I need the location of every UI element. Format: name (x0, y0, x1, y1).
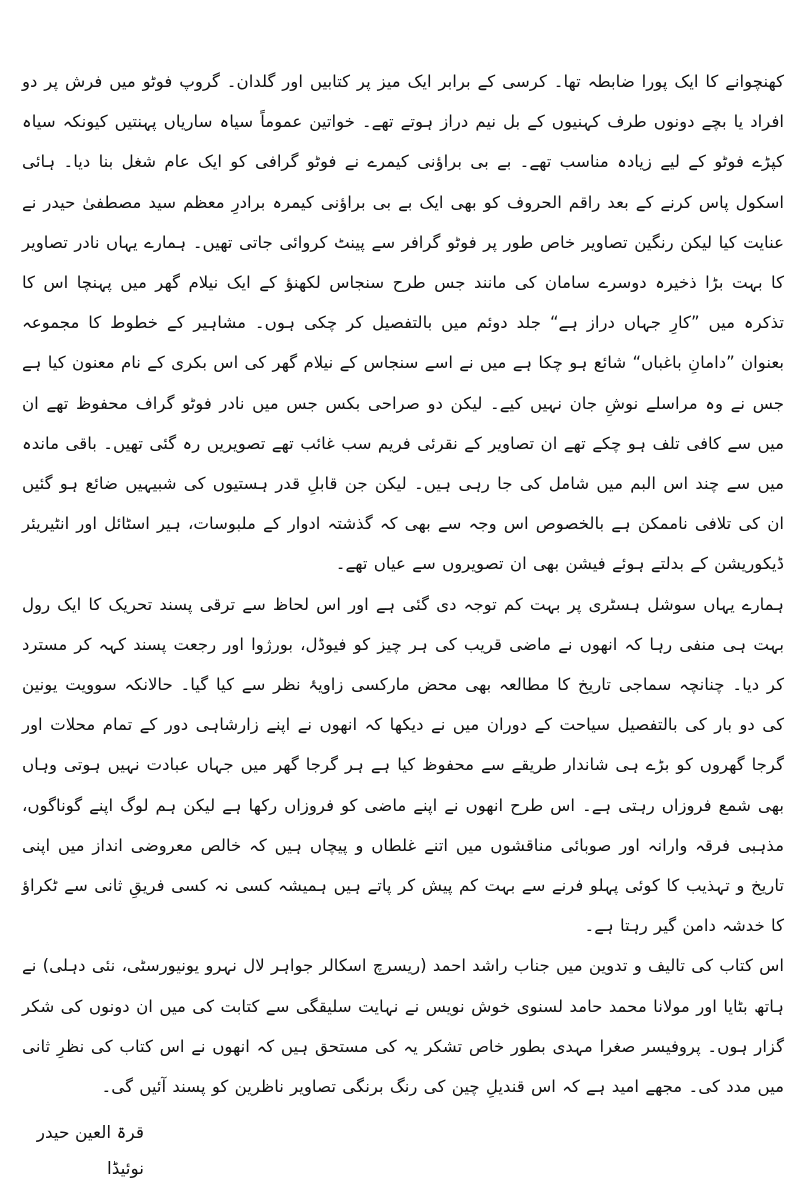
paragraph-photography-history: کھنچوانے کا ایک پورا ضابطہ تھا۔ کرسی کے برابر ایک میز پر کتابیں اور گلدان۔ گروپ فوٹو میں فرش پر دو افراد یا بچے دونوں طرف کہنیوں کے بل نیم دراز ہوتے تھے۔ خواتین عموماً سیاہ ساریاں پہنتیں کیونکہ سیاہ کپڑے فوٹو کے لیے زیادہ مناسب تھے۔ بے بی براؤنی کیمرے نے فوٹو گرافی کو ایک عام شغل بنا دیا۔ ہائی اسکول پاس کرنے کے بعد راقم الحروف کو بھی ایک بے بی براؤنی کیمرہ برادرِ معظم سید مصطفیٰ حیدر نے عنایت کیا لیکن رنگین تصاویر خاص طور پر فوٹو گرافر سے پینٹ کروائی جاتی تھیں۔ ہمارے یہاں نادر تصاویر کا بہت بڑا ذخیرہ دوسرے سامان کی مانند جس طرح سنجاس لکھنؤ کے ایک نیلام گھر میں پہنچا اس کا تذکرہ میں ”کارِ جہاں دراز ہے“ جلد دوئم میں بالتفصیل کر چکی ہوں۔ مشاہیر کے خطوط کا مجموعہ بعنوان ”دامانِ باغباں“ شائع ہو چکا ہے میں نے اسے سنجاس کے نیلام گھر کی اس بکری کے نام معنون کیا ہے جس نے وہ مراسلے نوشِ جان نہیں کیے۔ لیکن دو صراحی بکس جس میں نادر فوٹو گراف محفوظ تھے ان میں سے کافی تلف ہو چکے تھے ان تصاویر کے نقرئی فریم سب غائب تھے تصویریں رہ گئی تھیں۔ باقی ماندہ میں سے چند اس البم میں شامل کی جا رہی ہیں۔ لیکن جن قابلِ قدر ہستیوں کی شبیہیں ضائع ہو گئیں ان کی تلافی ناممکن ہے بالخصوص اس وجہ سے بھی کہ گذشتہ ادوار کے ملبوسات، ہیر اسٹائل اور انٹیریئر ڈیکوریشن کے بدلتے ہوئے فیشن بھی ان تصویروں سے عیاں تھے۔ (22, 72, 784, 574)
author-signature-name: قرۃ العین حیدر (36, 1123, 144, 1144)
author-signature-place: نوئیڈا (106, 1159, 144, 1180)
paragraph-acknowledgements: اس کتاب کی تالیف و تدوین میں جناب راشد احمد (ریسرچ اسکالر جواہر لال نہرو یونیورسٹی، نئی دہلی) نے ہاتھ بٹایا اور مولانا محمد حامد لسنوی خوش نویس نے نہایت سلیقگی سے کتابت کی میں ان دونوں کی شکر گزار ہوں۔ پروفیسر صغرا مہدی بطور خاص تشکر یہ کی مستحق ہیں کہ انھوں نے اس کتاب کی نظرِ ثانی میں مدد کی۔ مجھے امید ہے کہ اس قندیلِ چین کی رنگ برنگی تصاویر ناظرین کو پسند آئیں گی۔ (22, 956, 784, 1097)
paragraph-social-history: ہمارے یہاں سوشل ہسٹری پر بہت کم توجہ دی گئی ہے اور اس لحاظ سے ترقی پسند تحریک کا ایک رول بہت ہی منفی رہا کہ انھوں نے ماضی قریب کی ہر چیز کو فیوڈل، بورژوا اور رجعت پسند کہہ کر مسترد کر دیا۔ چنانچہ سماجی تاریخ کا مطالعہ بھی محض مارکسی زاویۂ نظر سے کیا گیا۔ حالانکہ سوویت یونین کی دو بار کی بالتفصیل سیاحت کے دوران میں نے دیکھا کہ انھوں نے اپنے زارشاہی دور کے تمام محلات اور گرجا گھروں کو بڑے ہی شاندار طریقے سے محفوظ کیا ہے ہر گرجا گھر میں جہاں عبادت نہیں ہوتی وہاں بھی شمع فروزاں رہتی ہے۔ اس طرح انھوں نے اپنے ماضی کو فروزاں رکھا ہے لیکن ہم لوگ اپنے گوناگوں، مذہبی فرقہ وارانہ اور صوبائی مناقشوں میں اتنے غلطاں و پیچاں ہیں کہ خالص معروضی انداز میں اپنی تاریخ و تہذیب کا کوئی پہلو فرنے سے بہت کم پیش کر پاتے ہیں ہمیشہ کسی نہ کسی فریقِ ثانی سے ٹکراؤ کا خدشہ دامن گیر رہتا ہے۔ (22, 594, 784, 936)
